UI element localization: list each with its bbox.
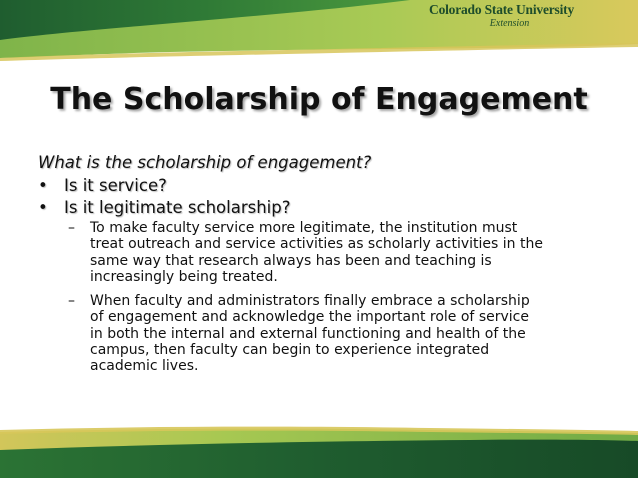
sub-bullet-line: treat outreach and service activities as scholarly activities in the <box>90 236 543 253</box>
sub-bullet-line: When faculty and administrators finally embrace a scholarship <box>90 293 530 310</box>
sub-bullet-marker: – <box>68 220 75 236</box>
bullet-text: Is it service? <box>64 176 167 195</box>
sub-bullet-line: To make faculty service more legitimate, the institution must <box>90 220 518 236</box>
sub-bullet-line: same way that research always has been and teaching is <box>90 252 492 269</box>
bullet-item <box>38 198 608 217</box>
sub-bullet-line: in both the internal and external functioning and health of the <box>90 325 526 342</box>
slide-body <box>38 153 608 383</box>
sub-bullet-line: of engagement and acknowledge the important role of service <box>90 309 529 326</box>
logo-university-name: Colorado State University <box>429 2 574 17</box>
sub-bullet-item <box>68 220 610 285</box>
logo-extension-label: Extension <box>489 17 530 29</box>
sub-bullet-line: campus, then faculty can begin to experience integrated <box>90 342 490 359</box>
bullet-marker: • <box>38 176 48 195</box>
bullet-item <box>38 176 608 195</box>
csu-extension-logo <box>429 3 574 29</box>
sub-bullet-marker: – <box>68 293 75 310</box>
slide-title: The Scholarship of Engagement <box>50 82 588 117</box>
intro-question: What is the scholarship of engagement? <box>38 153 372 172</box>
sub-bullet-list <box>68 220 608 375</box>
sub-bullet-line: academic lives. <box>90 358 199 375</box>
sub-bullet-item <box>68 293 610 374</box>
bullet-marker: • <box>38 198 48 217</box>
bottom-decorative-band <box>0 408 638 478</box>
bullet-text: Is it legitimate scholarship? <box>64 198 291 217</box>
sub-bullet-line: increasingly being treated. <box>90 268 278 285</box>
